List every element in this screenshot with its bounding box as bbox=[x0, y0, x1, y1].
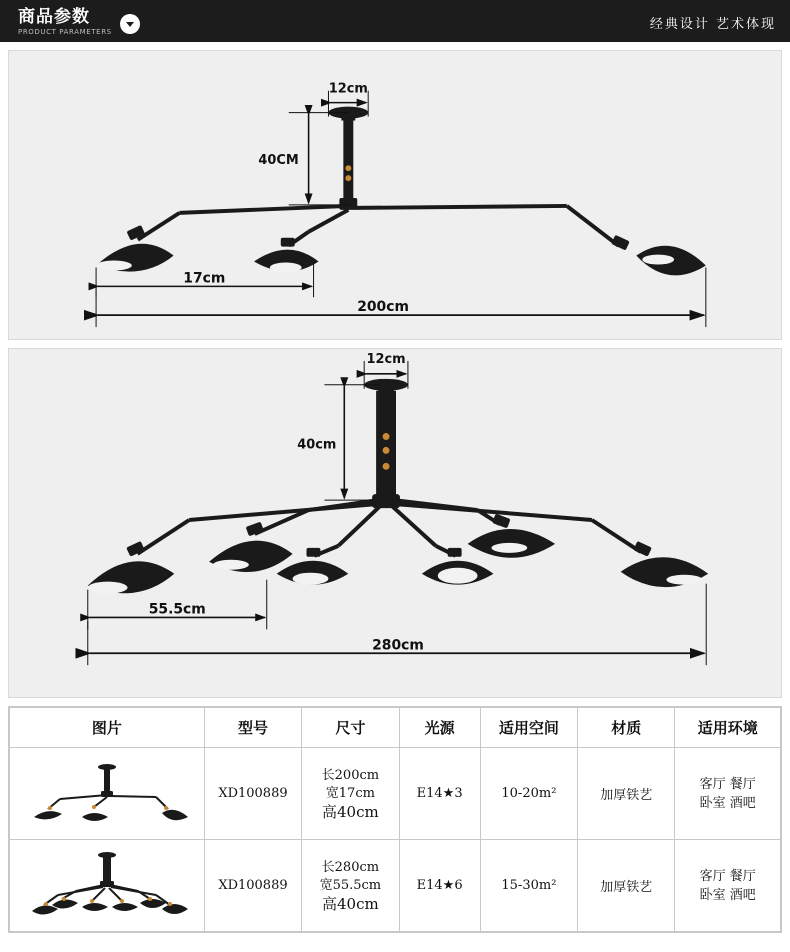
page-subtitle: PRODUCT PARAMETERS bbox=[18, 27, 112, 36]
table-row bbox=[10, 748, 781, 840]
chevron-down-icon bbox=[120, 14, 140, 34]
column-header-light-source: 光源 bbox=[399, 708, 480, 748]
environment-line-2: 卧室 酒吧 bbox=[699, 795, 756, 811]
label-arm: 17cm bbox=[183, 270, 226, 287]
column-header-material: 材质 bbox=[578, 708, 675, 748]
header-title-group bbox=[18, 0, 140, 44]
chandelier-3-arm-drawing bbox=[9, 51, 781, 339]
column-header-image: 图片 bbox=[10, 708, 205, 748]
cell-product-thumbnail bbox=[10, 840, 205, 932]
chandelier-6-arm-drawing bbox=[9, 349, 781, 697]
table-header-row bbox=[10, 708, 781, 748]
cell-material: 加厚铁艺 bbox=[578, 748, 675, 840]
spec-table bbox=[9, 707, 781, 932]
label-width-top: 12cm bbox=[366, 351, 406, 367]
label-drop: 40CM bbox=[258, 153, 299, 169]
label-width-top: 12cm bbox=[328, 81, 368, 97]
column-header-model: 型号 bbox=[204, 708, 301, 748]
cell-space: 10-20m² bbox=[480, 748, 577, 840]
label-span: 280cm bbox=[372, 637, 424, 654]
diagram-panel-6-arm bbox=[8, 348, 782, 698]
environment-line-1: 客厅 餐厅 bbox=[699, 868, 756, 884]
header-underline bbox=[0, 42, 790, 44]
header-title-text bbox=[18, 8, 112, 37]
environment-line-2: 卧室 酒吧 bbox=[699, 887, 756, 903]
table-row bbox=[10, 840, 781, 932]
spec-table-container bbox=[8, 706, 782, 933]
chandelier-3-arm-thumbnail bbox=[22, 755, 192, 833]
cell-environment bbox=[675, 840, 781, 932]
label-span: 200cm bbox=[357, 299, 409, 316]
cell-environment bbox=[675, 748, 781, 840]
cell-product-thumbnail bbox=[10, 748, 205, 840]
cell-light-source: E14★6 bbox=[399, 840, 480, 932]
cell-light-source: E14★3 bbox=[399, 748, 480, 840]
header-tagline: 经典设计 艺术体现 bbox=[649, 16, 776, 32]
column-header-size: 尺寸 bbox=[302, 708, 399, 748]
cell-model: XD100889 bbox=[204, 840, 301, 932]
column-header-space: 适用空间 bbox=[480, 708, 577, 748]
column-header-environment: 适用环境 bbox=[675, 708, 781, 748]
size-length: 长200cm bbox=[321, 767, 380, 783]
label-arm: 55.5cm bbox=[148, 601, 206, 618]
environment-line-1: 客厅 餐厅 bbox=[699, 776, 756, 792]
diagram-panel-3-arm bbox=[8, 50, 782, 340]
chandelier-6-arm-thumbnail bbox=[22, 847, 192, 925]
cell-model: XD100889 bbox=[204, 748, 301, 840]
size-length: 长280cm bbox=[321, 859, 380, 875]
size-height: 高40cm bbox=[322, 802, 379, 821]
size-height: 高40cm bbox=[322, 894, 379, 913]
page-title: 商品参数 bbox=[18, 6, 90, 27]
cell-size bbox=[302, 840, 399, 932]
label-drop: 40cm bbox=[297, 437, 337, 453]
size-width: 宽55.5cm bbox=[319, 877, 382, 893]
cell-size bbox=[302, 748, 399, 840]
page-header bbox=[0, 0, 790, 44]
size-width: 宽17cm bbox=[325, 785, 375, 801]
cell-space: 15-30m² bbox=[480, 840, 577, 932]
cell-material: 加厚铁艺 bbox=[578, 840, 675, 932]
